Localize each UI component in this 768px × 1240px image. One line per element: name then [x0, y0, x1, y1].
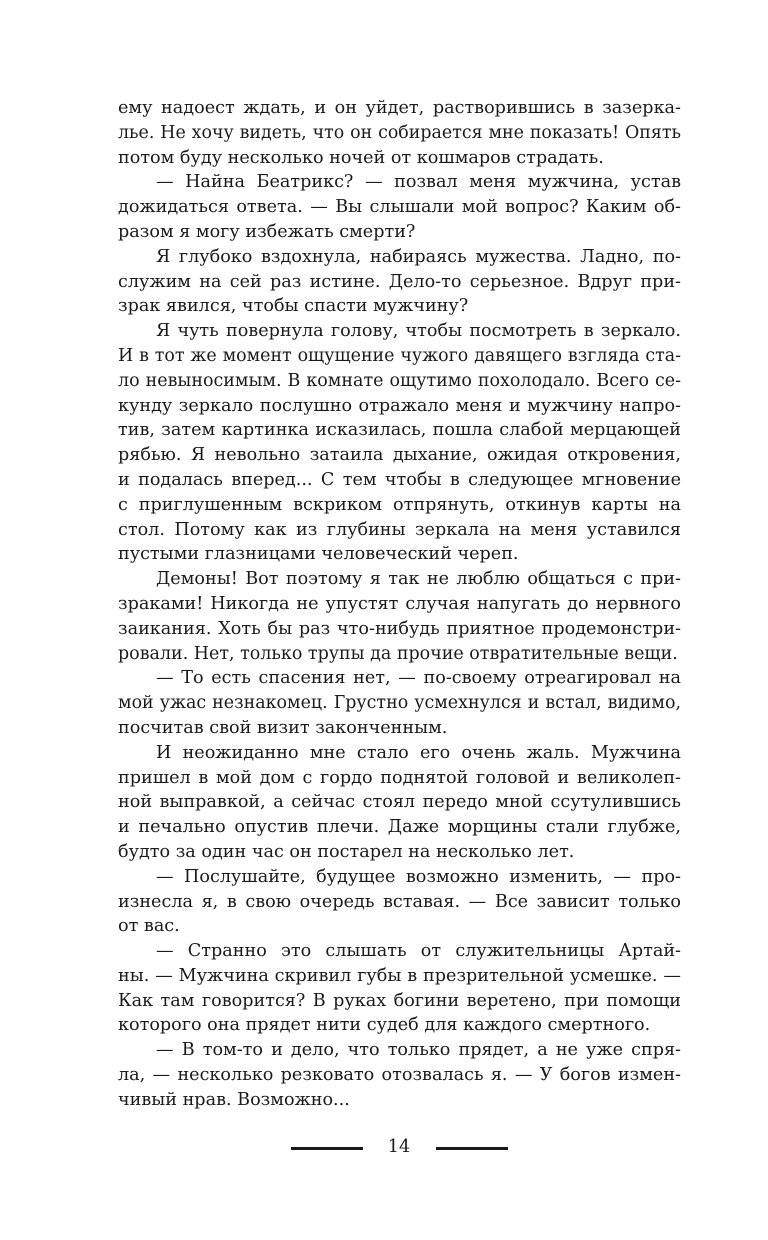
- text-line: изнесла я, в свою очередь вставая. — Все зависит только: [118, 891, 681, 912]
- text-line: тив, затем картинка исказилась, пошла слабой мерцающей: [118, 420, 681, 441]
- text-line: и печально опустив плечи. Даже морщины стали глубже,: [118, 817, 681, 838]
- text-line: от вас.: [118, 916, 180, 937]
- text-line: зрак явился, чтобы спасти мужчину?: [118, 296, 469, 317]
- text-line: Как там говорится? В руках богини веретено, при помощи: [118, 990, 681, 1011]
- text-line: лье. Не хочу видеть, что он собирается мне показать! Опять: [118, 122, 681, 143]
- text-line: ему надоест ждать, и он уйдет, растворившись в зазерка-: [118, 98, 681, 118]
- footer-rule-left: [291, 1147, 363, 1150]
- text-line: зраками! Никогда не упустят случая напугать до нервного: [118, 593, 681, 614]
- text-line: Я глубоко вздохнула, набираясь мужества. Ладно, по-: [156, 246, 681, 267]
- text-line: служим на сей раз истине. Дело-то серьезное. Вдруг при-: [118, 271, 681, 292]
- text-line: разом я могу избежать смерти?: [118, 221, 416, 242]
- text-line: ной выправкой, а сейчас стоял передо мной ссутулившись: [118, 792, 681, 813]
- text-line: заикания. Хоть бы раз что-нибудь приятное продемонстри-: [118, 618, 681, 639]
- text-line: Я чуть повернула голову, чтобы посмотреть в зеркало.: [156, 321, 681, 342]
- text-line: будто за один час он постарел на несколько лет.: [118, 841, 575, 862]
- text-line: кунду зеркало послушно отражало меня и мужчину напро-: [118, 395, 681, 416]
- text-line: чивый нрав. Возможно...: [118, 1089, 350, 1110]
- footer-rule-right: [436, 1147, 508, 1150]
- text-line: — То есть спасения нет, — по-своему отреагировал на: [156, 668, 681, 689]
- text-line: ло невыносимым. В комнате ощутимо похолодало. Всего се-: [118, 370, 681, 391]
- text-line: и подалась вперед... С тем чтобы в следующее мгновение: [118, 469, 681, 490]
- text-line: пришел в мой дом с гордо поднятой головой и великолеп-: [118, 767, 681, 788]
- text-line: И в тот же момент ощущение чужого давящего взгляда ста-: [118, 345, 681, 366]
- text-line: посчитав свой визит законченным.: [118, 717, 448, 738]
- text-line: — В том-то и дело, что только прядет, а не уже спря-: [156, 1040, 681, 1061]
- text-line: потом буду несколько ночей от кошмаров страдать.: [118, 147, 604, 168]
- text-line: дожидаться ответа. — Вы слышали мой вопрос? Каким об-: [118, 197, 681, 218]
- text-line: рябью. Я невольно затаила дыхание, ожидая откровения,: [118, 445, 681, 466]
- text-line: И неожиданно мне стало его очень жаль. Мужчина: [156, 742, 681, 763]
- text-line: мой ужас незнакомец. Грустно усмехнулся и встал, видимо,: [118, 693, 681, 714]
- text-line: ровали. Нет, только трупы да прочие отвратительные вещи.: [118, 643, 678, 664]
- text-line: — Странно это слышать от служительницы Артай-: [156, 941, 681, 962]
- text-line: ны. — Мужчина скривил губы в презрительной усмешке. —: [118, 965, 681, 986]
- text-line: ла, — несколько резковато отозвалась я. — У богов измен-: [118, 1065, 681, 1086]
- text-line: Демоны! Вот поэтому я так не люблю общаться с при-: [156, 569, 681, 590]
- text-line: — Найна Беатрикс? — позвал меня мужчина, устав: [156, 172, 681, 193]
- text-line: стол. Потому как из глубины зеркала на меня уставился: [118, 519, 681, 540]
- text-line: с приглушенным вскриком отпрянуть, откинув карты на: [118, 494, 681, 515]
- text-line: пустыми глазницами человеческий череп.: [118, 544, 519, 565]
- page-footer: [0, 1135, 768, 1161]
- text-line: которого она прядет нити судеб для каждого смертного.: [118, 1015, 651, 1036]
- page-number: 14: [387, 1137, 411, 1157]
- text-line: — Послушайте, будущее возможно изменить, — про-: [156, 866, 681, 887]
- book-page-text: [118, 96, 681, 1113]
